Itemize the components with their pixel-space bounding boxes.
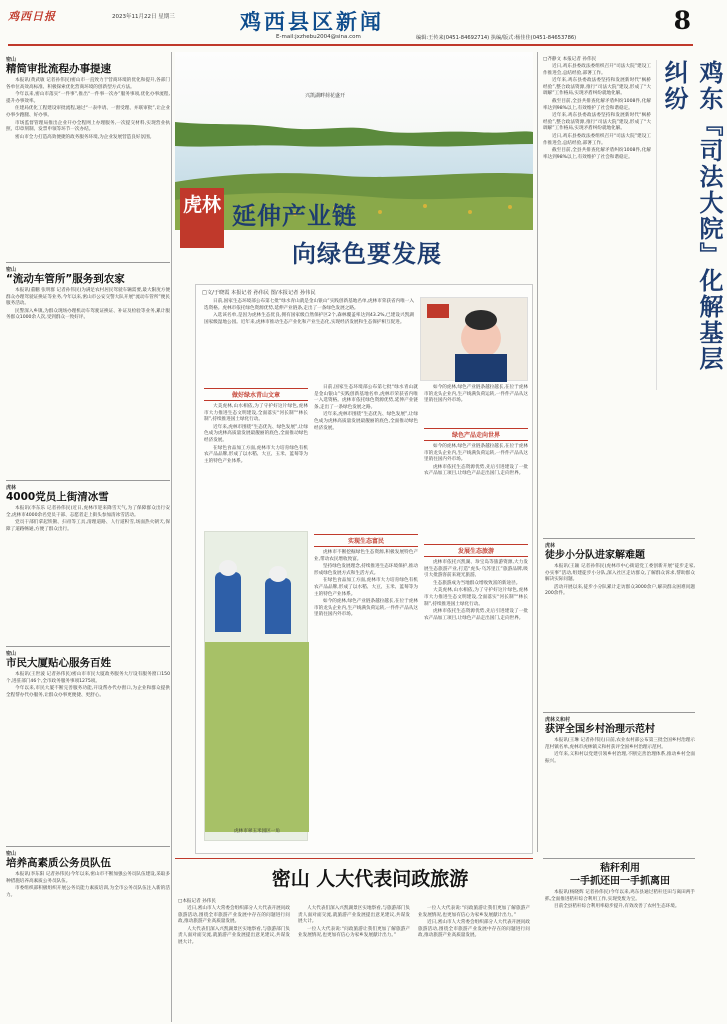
article-title: 徒步小分队进家解难题 (545, 550, 645, 561)
page-number: 8 (673, 6, 691, 35)
article-title: 秸秆利用 (600, 863, 640, 874)
feature-col-5: 发展生态旅游 虎林市依托兴凯湖、珍宝岛等旅游资源,大力发展生态旅游产业,打造“虎头·乌苏里江”旅游品牌,吸引大批游客前来观光旅游。 生态旅游成为当地群众增收致富的新途径。 大美虎林,山水相依,为了守护好这片绿色,虎林市大力推进生态文明建设,全面落实“河长制”“林长制”,持续推进国土绿化行动。 虎林市依托生态资源优势,先后引进建设了一批农产品加工项目,让绿色产品走出国门,走向世界。 (424, 541, 528, 849)
right-vertical-headline: 鸡东『司法大院』化解基层纠纷 (656, 60, 694, 390)
feature-article (195, 284, 533, 854)
page-title: 鸡西县区新闻 (240, 9, 384, 34)
feature-place-badge: 虎林 (180, 188, 224, 248)
feature-byline: □文/于晓霞 本报记者 孙伟民 图/本报记者 孙伟民 (202, 290, 316, 296)
feature-col-4: 实现生态富民 虎林市不断挖掘绿色生态资源,积极发展特色产业,带动农民增收致富。 坚持绿色发展理念,持续推进生态环境保护,推动形成绿色发展方式和生活方式。 在绿色食品加工方面,虎林市大力培育绿色有机农产品品牌,形成了以水稻、大豆、玉米、蓝莓等为主的特色产业体系。 如今的虎林,绿色产业链条越拉越长,在位于虎林市的龙头企业内,生产线满负荷运转,一件件产品从这里销往国内外市场。 (314, 531, 418, 849)
article-subtitle: 一手抓还田一手抓离田 (570, 876, 670, 887)
bottom-article-title: 密山 人大代表问政旅游 (271, 868, 469, 890)
newspaper-logo: 鸡西日报 (8, 10, 56, 23)
section-heading: 绿色产品走向世界 (424, 428, 528, 441)
article-body: 本报讯(王世波 记者孙伟民)密山市市民大厦政务服务大厅设有服务窗口150个,进驻部门46个,全市政务服务事项1275项。 今年以来,市民大厦不断完善服务功能,开设帮办代办窗口,为企业和群众提供全程帮办代办服务,让群众办事更便捷、更舒心。 (6, 672, 170, 698)
article-byline: □齐静文 本报记者 孙伟民 (543, 57, 597, 62)
article-body: 本报讯(李东乐 记者孙伟民)近日,虎林市迎来降雪天气,为了保障群众出行安全,虎林市4000余名党员干部、志愿者走上街头参加清冰雪活动。 党员干部们拿起铁锹、扫帚等工具,清理道路、人行道积雪,场面热火朝天,保障了道路畅通,方便了群众出行。 (6, 506, 170, 532)
feature-headline (180, 178, 520, 278)
article-title: 获评全国乡村治理示范村 (545, 724, 655, 735)
workers-photo (204, 531, 308, 841)
masthead (8, 6, 693, 46)
section-heading: 实现生态富民 (314, 534, 418, 547)
article-body: 本报讯(黄武敏 记者孙伟民)密山市一直致力于营商环境的优化和提升,各部门各单位高效高标准、积极探索优化营商环境的创新型方式方法。 今年以来,密山市落实“一件事”,推出“一件事一次办”服务事项,优化办事流程,提升办事效率。 住建局优化工程建设审批流程,通过“一表申请、一窗受理、并联审批”,让企业办事少跑腿、好办事。 市场监督管理局推出企业开办全程网上办理服务,一次提交材料,实现营业执照、印章刻制、发票申领等环节一次办结。 密山市全力打造高效便捷的政务服务环境,为企业发展营造良好氛围。 (6, 78, 170, 140)
article-body: 本报讯(董鹏 张明群 记者孙伟民)为满足农村居民驾驶车辆需要,最大限度方便群众办理驾驶证换证等业务,今年以来,密山市公安交警大队开展“流动车管所”便民服务活动。 民警深入乡镇,为群众现场办理机动车驾驶证换证、补证及检验等业务,累计服务群众1000余人次,受到群众一致好评。 (6, 288, 170, 321)
article-right-4 (545, 862, 695, 1020)
article-title: 市民大厦贴心服务百姓 (6, 657, 111, 669)
livestream-photo (420, 297, 528, 381)
article-body: 本报讯(王琳 记者孙伟民)日前,农业农村部公布第三批全国乡村治理示范村镇名单,虎林市虎林镇义和村获评全国乡村治理示范村。 近年来,义和村以党建引领乡村治理,不断完善治理体系,推动乡村全面振兴。 (545, 738, 695, 764)
photo-caption: 虎林市翠玉米园区一角 (234, 829, 280, 834)
article-left-4 (6, 650, 170, 846)
article-title: “流动车管所”服务到农家 (6, 273, 125, 285)
article-place: 密山 (6, 651, 17, 657)
article-body: 本报讯(杨晓辉 记者孙伟民)今年以来,鸡东县通过秸秆还田与离田两手抓,全面推进秸秆综合利用工作,实现变废为宝。 目前全县秸秆综合利用率稳步提升,有效改善了农村生态环境。 (545, 890, 695, 910)
article-left-3 (6, 484, 170, 644)
feature-intro: 日前,国家生态环境部公布第七批“绿水青山就是金山银山”实践创新基地名单,虎林市荣获省内唯一入选资格。虎林市依托绿色资源优势,延伸产业链条,走出了一条绿色发展之路。 入选该名单,是因为虎林生态优良,拥有国家级自然保护区2个,森林覆盖率达到43.2%,已建设兴凯湖国家级湿地公园。近年来,虎林市推动生态产业化和产业生态化,实现经济发展和生态保护相互促进。 (204, 299, 414, 325)
article-place: 虎林义和村 (545, 717, 571, 723)
article-body: 本报讯(李东阳 记者孙伟民)今年以来,密山市不断加强公务员队伍建设,采取多种措施培养高素质公务员队伍。 市委组织部积极组织开展公务员能力素质培训,为全市公务员队伍注入新的活力。 (6, 872, 170, 898)
article-title: 精简审批流程办事提速 (6, 63, 111, 75)
feature-col-2: 日前,国家生态环境部公布第七批“绿水青山就是金山银山”实践创新基地名单,虎林市荣获省内唯一入选资格。虎林市依托绿色资源优势,延伸产业链条,走出了一条绿色发展之路。 近年来,虎林市围绕“生态优先、绿色发展”,让绿色成为虎林高质量发展最靓丽的底色,全面推动绿色经济发展。 (314, 385, 418, 431)
photo-caption: 兴凯湖畔荷花盛开 (305, 93, 346, 99)
dateline: 2023年11月22日 星期三 (112, 14, 175, 20)
page-email: E-mail:jxzhebu2004@sina.com (276, 34, 361, 40)
article-left-1 (6, 56, 170, 232)
article-place: 虎林 (6, 485, 17, 491)
article-right-2 (545, 542, 695, 710)
feature-col-1: 做好绿水青山文章 大美虎林,山水相依,为了守护好这片绿色,虎林市大力推进生态文明建设,全面落实“河长制”“林长制”,持续推进国土绿化行动。 近年来,虎林市围绕“生态优先、绿色发展”,让绿色成为虎林高质量发展最靓丽的底色,全面推动绿色经济发展。 在绿色食品加工方面,虎林市大力培育绿色有机农产品品牌,形成了以水稻、大豆、玉米、蓝莓等为主的特色产业体系。 (204, 385, 308, 525)
section-heading: 发展生态旅游 (424, 544, 528, 557)
article-right-1 (543, 56, 651, 526)
article-body: 近日,鸡东县委政法委组织召开“司法大院”建设工作推进会,总结经验,部署工作。 近年来,鸡东县委政法委坚持和发展新时代“枫桥经验”,整合政法资源,推行“司法大院”建设,形成了“大调解”工作格局,实现矛盾纠纷就地化解。 截至目前,全县共排查化解矛盾纠纷1008件,化解率达到98%以上,有效维护了社会和谐稳定。 近年来,鸡东县委政法委坚持和发展新时代“枫桥经验”,整合政法资源,推行“司法大院”建设,形成了“大调解”工作格局,实现矛盾纠纷就地化解。 近日,鸡东县委政法委组织召开“司法大院”建设工作推进会,总结经验,部署工作。 截至目前,全县共排查化解矛盾纠纷1008件,化解率达到98%以上,有效维护了社会和谐稳定。 (543, 64, 651, 160)
article-left-5 (6, 850, 170, 1020)
feature-title-line-1: 延伸产业链 (232, 201, 357, 230)
article-left-2 (6, 266, 170, 478)
article-place: 虎林 (545, 543, 556, 549)
article-body: 本报讯(王颖 记者孙伟民)虎林市中心街道党工委创新开展“徒步走家,办实事”活动,组建徒步小分队,深入社区走访群众,了解群众诉求,帮助群众解决实际问题。 活动开展以来,徒步小分队累计走访群众3000余户,解决群众困难问题200余件。 (545, 564, 695, 597)
article-place: 密山 (6, 57, 17, 63)
article-title: 4000党员上街清冰雪 (6, 491, 109, 503)
editors-line: 编辑:王传来(0451-84692714) 执编/版式:杨佳佳(0451-84653786) (416, 35, 577, 41)
section-heading: 做好绿水青山文章 (204, 388, 308, 401)
feature-title-line-2: 向绿色要发展 (292, 239, 442, 268)
feature-col-3: 如今的虎林,绿色产业链条越拉越长,在位于虎林市的龙头企业内,生产线满负荷运转,一件件产品从这里销往国内外市场。 绿色产品走向世界 如今的虎林,绿色产业链条越拉越长,在位于虎林市的龙头企业内,生产线满负荷运转,一件件产品从这里销往国内外市场。 虎林市依托生态资源优势,先后引进建设了一批农产品加工项目,让绿色产品走出国门,走向世界。 (424, 385, 528, 477)
bottom-article: □本报记者 孙伟民 近日,密山市人大常委会组织部分人大代表开展问政旅游活动,围绕全市旅游产业发展中存在的问题进行问政,推动旅游产业高质量发展。 人大代表们深入兴凯湖景区实地察看,与旅游部门负责人面对面交流,就旅游产业发展提出意见建议,共谋发展大计。 人大代表们深入兴凯湖景区实地察看,与旅游部门负责人面对面交流,就旅游产业发展提出意见建议,共谋发展大计。 一位人大代表说:“问政旅游让我们更加了解旅游产业发展情况,也更加有信心为家乡发展献计出力。” 一位人大代表说:“问政旅游让我们更加了解旅游产业发展情况,也更加有信心为家乡发展献计出力。” 近日,密山市人大常委会组织部分人大代表开展问政旅游活动,围绕全市旅游产业发展中存在的问题进行问政,推动旅游产业高质量发展。 (178, 898, 533, 1022)
article-place: 密山 (6, 851, 17, 857)
article-byline: □本报记者 孙伟民 (178, 899, 216, 904)
article-place: 密山 (6, 267, 17, 273)
article-right-3 (545, 716, 695, 856)
article-title: 培养高素质公务员队伍 (6, 857, 111, 869)
